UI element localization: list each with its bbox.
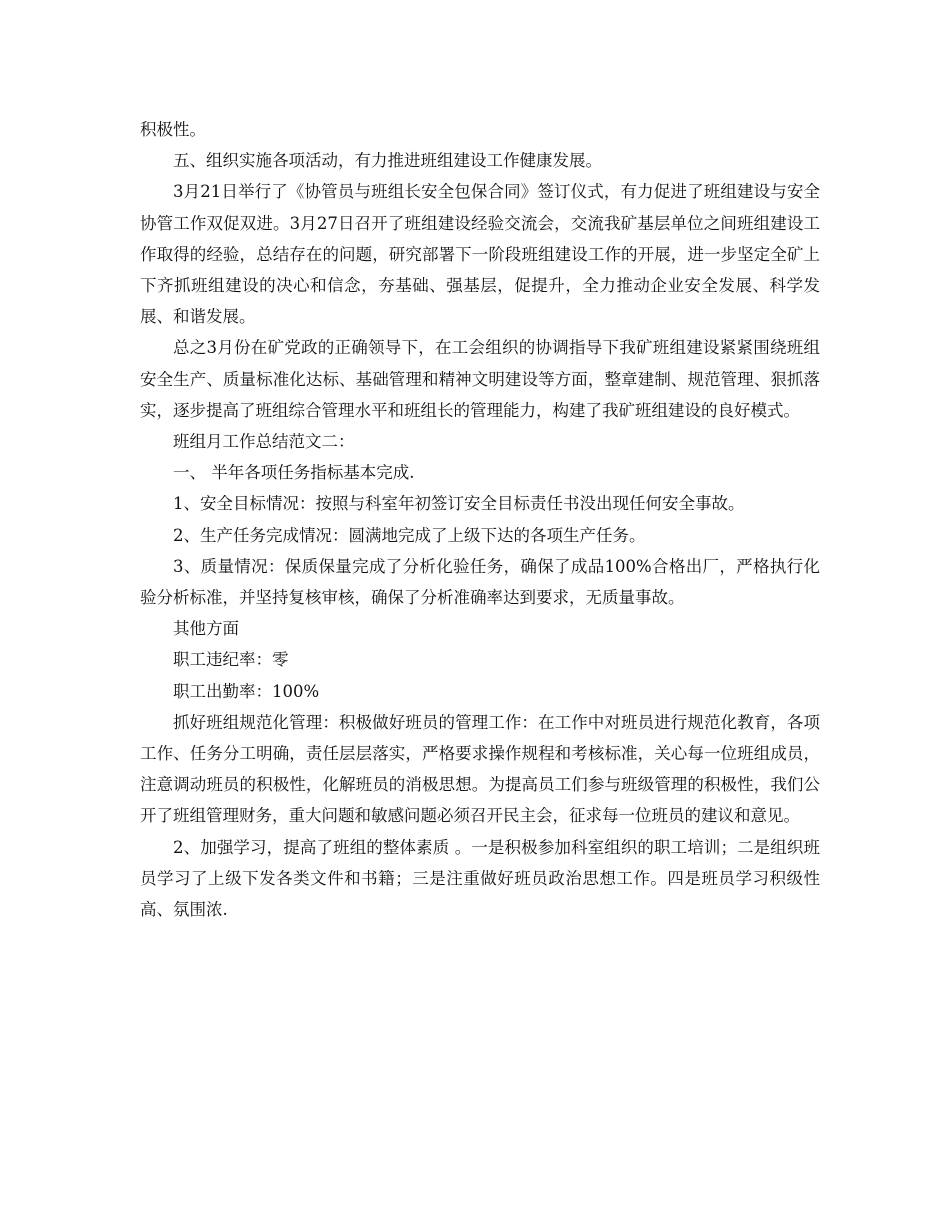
paragraph-8: 2、生产任务完成情况：圆满地完成了上级下达的各项生产任务。 <box>173 525 646 545</box>
paragraph-3: 3月21日举行了《协管员与班组长安全包保合同》签订仪式，有力促进了班组建设与安全协管工作双促双进。3月27日召开了班组建设经验交流会，交流我矿基层单位之间班组建设工作取得的经验，总结存在的问题，研究部署下一阶段班组建设工作的开展，进一步坚定全矿上下齐抓班组建设的决心和信念，夯基础、强基层，促提升，全力推动企业安全发展、科学发展、和谐发展。 <box>140 182 820 327</box>
paragraph-4: 总之3月份在矿党政的正确领导下，在工会组织的协调指导下我矿班组建设紧紧围绕班组安全生产、质量标准化达标、基础管理和精神文明建设等方面，整章建制、规范管理、狠抓落实，逐步提高了班组综合管理水平和班组长的管理能力，构建了我矿班组建设的良好模式。 <box>140 338 820 420</box>
document-body <box>140 114 820 925</box>
paragraph-14: 2、加强学习，提高了班组的整体素质 。一是积极参加科室组织的职工培训；二是组织班员学习了上级下发各类文件和书籍；三是注重做好班员政治思想工作。四是班员学习积级性高、氛围浓. <box>140 837 820 920</box>
paragraph-10: 其他方面 <box>173 619 239 639</box>
paragraph-11: 职工违纪率：零 <box>173 650 289 670</box>
paragraph-2: 五、组织实施各项活动，有力推进班组建设工作健康发展。 <box>173 151 602 171</box>
paragraph-7: 1、安全目标情况：按照与科室年初签订安全目标责任书没出现任何安全事故。 <box>173 494 745 514</box>
paragraph-13: 抓好班组规范化管理：积极做好班员的管理工作：在工作中对班员进行规范化教育，各项工作、任务分工明确，责任层层落实，严格要求操作规程和考核标准，关心每一位班组成员，注意调动班员的积极性，化解班员的消极思想。为提高员工们参与班级管理的积极性，我们公开了班组管理财务，重大问题和敏感问题必须召开民主会，征求每一位班员的建议和意见。 <box>140 712 820 826</box>
paragraph-1: 积极性。 <box>140 120 206 139</box>
paragraph-5: 班组月工作总结范文二： <box>173 432 355 452</box>
paragraph-9: 3、质量情况：保质保量完成了分析化验任务，确保了成品100%合格出厂，严格执行化验分析标准，并坚持复核审核，确保了分析准确率达到要求，无质量事故。 <box>140 556 820 608</box>
paragraph-12: 职工出勤率：100% <box>173 681 320 701</box>
paragraph-6: 一、 半年各项任务指标基本完成. <box>173 463 415 483</box>
